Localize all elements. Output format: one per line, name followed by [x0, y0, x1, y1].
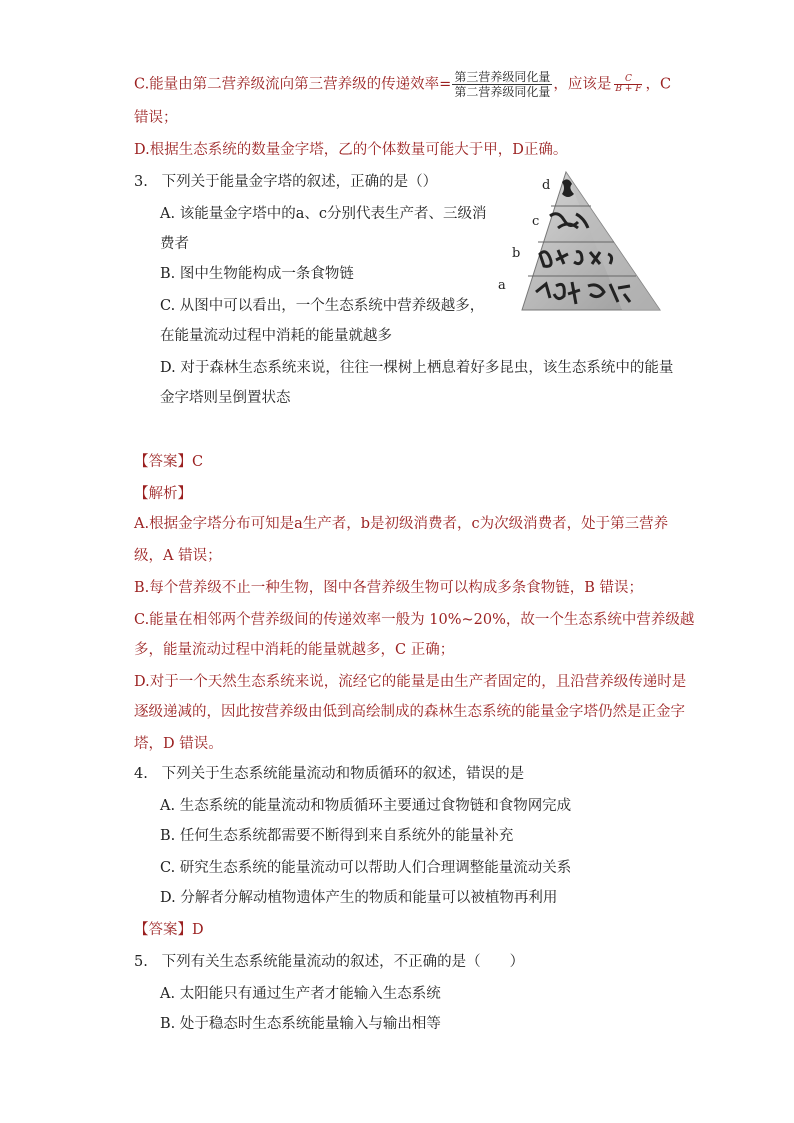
q2-option-d: D.根据生态系统的数量金字塔，乙的个体数量可能大于甲，D正确。 — [134, 142, 568, 158]
q3-number: 3. — [134, 174, 148, 190]
q3-option-c-1: C. 从图中可以看出，一个生态系统中营养级越多， — [160, 298, 485, 314]
q2-option-c — [134, 70, 671, 99]
pyramid-label-c: c — [532, 214, 540, 229]
q3-exp-a-2: 级，A 错误； — [134, 548, 222, 564]
answer-fraction-num: C — [614, 75, 642, 85]
q3-option-a-2: 费者 — [160, 236, 189, 252]
q5-option-b: B. 处于稳态时生态系统能量输入与输出相等 — [160, 1016, 441, 1032]
q3-answer: 【答案】C — [134, 454, 204, 470]
q3-option-d-1: D. 对于森林生态系统来说，往往一棵树上栖息着好多昆虫，该生态系统中的能量 — [160, 360, 674, 376]
efficiency-fraction — [452, 70, 552, 99]
q5-stem: 下列有关生态系统能量流动的叙述，不正确的是（ ） — [161, 954, 525, 970]
q3-exp-c-1: C.能量在相邻两个营养级间的传递效率一般为 10%~20%，故一个生态系统中营养级越 — [134, 612, 695, 628]
q5-number: 5. — [134, 954, 148, 970]
q3-exp-d-1: D.对于一个天然生态系统来说，流经它的能量是由生产者固定的，且沿营养级传递时是 — [134, 674, 687, 690]
q2c-tail: ，C — [645, 76, 672, 93]
q3-stem: 下列关于能量金字塔的叙述，正确的是（） — [161, 174, 438, 190]
q2c-after: ，应该是 — [553, 76, 612, 93]
q3-exp-c-2: 多，能量流动过程中消耗的能量就越多，C 正确； — [134, 642, 455, 658]
q4-option-d: D. 分解者分解动植物遗体产生的物质和能量可以被植物再利用 — [160, 890, 558, 906]
q3-exp-d-3: 塔，D 错误。 — [134, 736, 223, 752]
q3-option-a-1: A. 该能量金字塔中的a、c分别代表生产者、三级消 — [160, 206, 487, 222]
q5-stem-row — [134, 952, 524, 972]
pyramid-label-a: a — [498, 278, 506, 293]
q3-option-d-2: 金字塔则呈倒置状态 — [160, 390, 291, 406]
pyramid-label-d: d — [542, 178, 551, 193]
q4-stem: 下列关于生态系统能量流动和物质循环的叙述，错误的是 — [161, 766, 525, 782]
q4-number: 4. — [134, 766, 148, 782]
q2c-prefix: C.能量由第二营养级流向第三营养级的传递效率= — [134, 76, 452, 93]
q3-stem-row — [134, 172, 437, 192]
answer-fraction-den: B + F — [615, 84, 642, 94]
q5-option-a: A. 太阳能只有通过生产者才能输入生态系统 — [160, 986, 441, 1002]
q2c-line2: 错误； — [134, 110, 178, 126]
fraction-numerator: 第三营养级同化量 — [454, 70, 551, 84]
energy-pyramid-drawing — [506, 168, 666, 318]
pyramid-label-b: b — [512, 246, 521, 261]
energy-pyramid-figure — [498, 168, 666, 318]
q3-exp-a-1: A.根据金字塔分布可知是a生产者，b是初级消费者，c为次级消费者，处于第三营养 — [134, 516, 669, 532]
fraction-denominator: 第二营养级同化量 — [454, 85, 551, 99]
q3-analysis-label: 【解析】 — [134, 486, 192, 502]
q3-exp-b: B.每个营养级不止一种生物，图中各营养级生物可以构成多条食物链，B 错误； — [134, 580, 644, 596]
answer-fraction — [614, 75, 642, 94]
q4-option-a: A. 生态系统的能量流动和物质循环主要通过食物链和食物网完成 — [160, 798, 572, 814]
q4-answer: 【答案】D — [134, 922, 204, 938]
q4-option-c: C. 研究生态系统的能量流动可以帮助人们合理调整能量流动关系 — [160, 860, 572, 876]
q3-exp-d-2: 逐级递减的，因此按营养级由低到高绘制成的森林生态系统的能量金字塔仍然是正金字 — [134, 704, 685, 720]
q4-stem-row — [134, 764, 524, 784]
q4-option-b: B. 任何生态系统都需要不断得到来自系统外的能量补充 — [160, 828, 514, 844]
q3-option-b: B. 图中生物能构成一条食物链 — [160, 266, 354, 282]
q3-option-c-2: 在能量流动过程中消耗的能量就越多 — [160, 328, 392, 344]
